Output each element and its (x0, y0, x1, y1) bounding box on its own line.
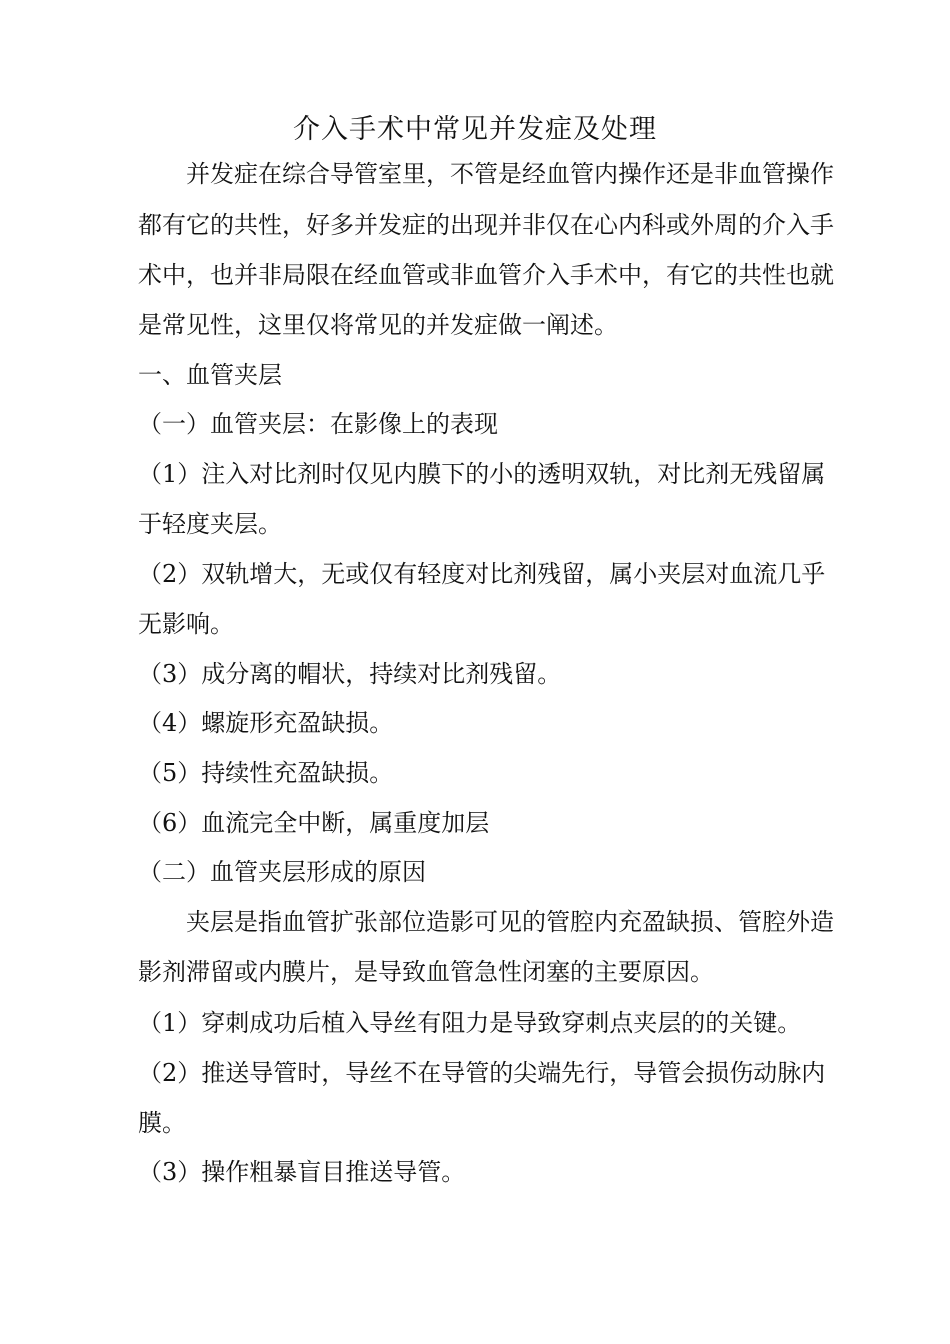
list-item-line: （3）操作粗暴盲目推送导管。 (138, 1158, 466, 1186)
subsection-heading: （二）血管夹层形成的原因 (138, 858, 426, 886)
list-item-line: 膜。 (138, 1109, 186, 1137)
paragraph-line: 是常见性，这里仅将常见的并发症做一阐述。 (138, 311, 618, 339)
list-item-line: （5）持续性充盈缺损。 (138, 759, 394, 787)
paragraph-line: 术中，也并非局限在经血管或非血管介入手术中，有它的共性也就 (138, 261, 834, 289)
list-item-line: （2）推送导管时，导丝不在导管的尖端先行，导管会损伤动脉内 (138, 1059, 826, 1087)
list-item-line: （1）穿刺成功后植入导丝有阻力是导致穿刺点夹层的的关键。 (138, 1009, 802, 1037)
list-item-line: （2）双轨增大，无或仅有轻度对比剂残留，属小夹层对血流几乎 (138, 560, 826, 588)
list-item-line: （6）血流完全中断，属重度加层 (138, 809, 490, 837)
paragraph-line: 都有它的共性，好多并发症的出现并非仅在心内科或外周的介入手 (138, 211, 834, 239)
paragraph-line: 并发症在综合导管室里，不管是经血管内操作还是非血管操作 (186, 160, 834, 188)
subsection-heading: （一）血管夹层：在影像上的表现 (138, 410, 498, 438)
list-item-line: 无影响。 (138, 610, 234, 638)
section-heading: 一、血管夹层 (138, 361, 282, 389)
list-item-line: 于轻度夹层。 (138, 510, 282, 538)
paragraph-line: 夹层是指血管扩张部位造影可见的管腔内充盈缺损、管腔外造 (186, 908, 834, 936)
list-item-line: （1）注入对比剂时仅见内膜下的小的透明双轨，对比剂无残留属 (138, 460, 826, 488)
list-item-line: （3）成分离的帽状，持续对比剂残留。 (138, 660, 562, 688)
document-title: 介入手术中常见并发症及处理 (293, 114, 657, 145)
list-item-line: （4）螺旋形充盈缺损。 (138, 709, 394, 737)
paragraph-line: 影剂滞留或内膜片，是导致血管急性闭塞的主要原因。 (138, 958, 714, 986)
